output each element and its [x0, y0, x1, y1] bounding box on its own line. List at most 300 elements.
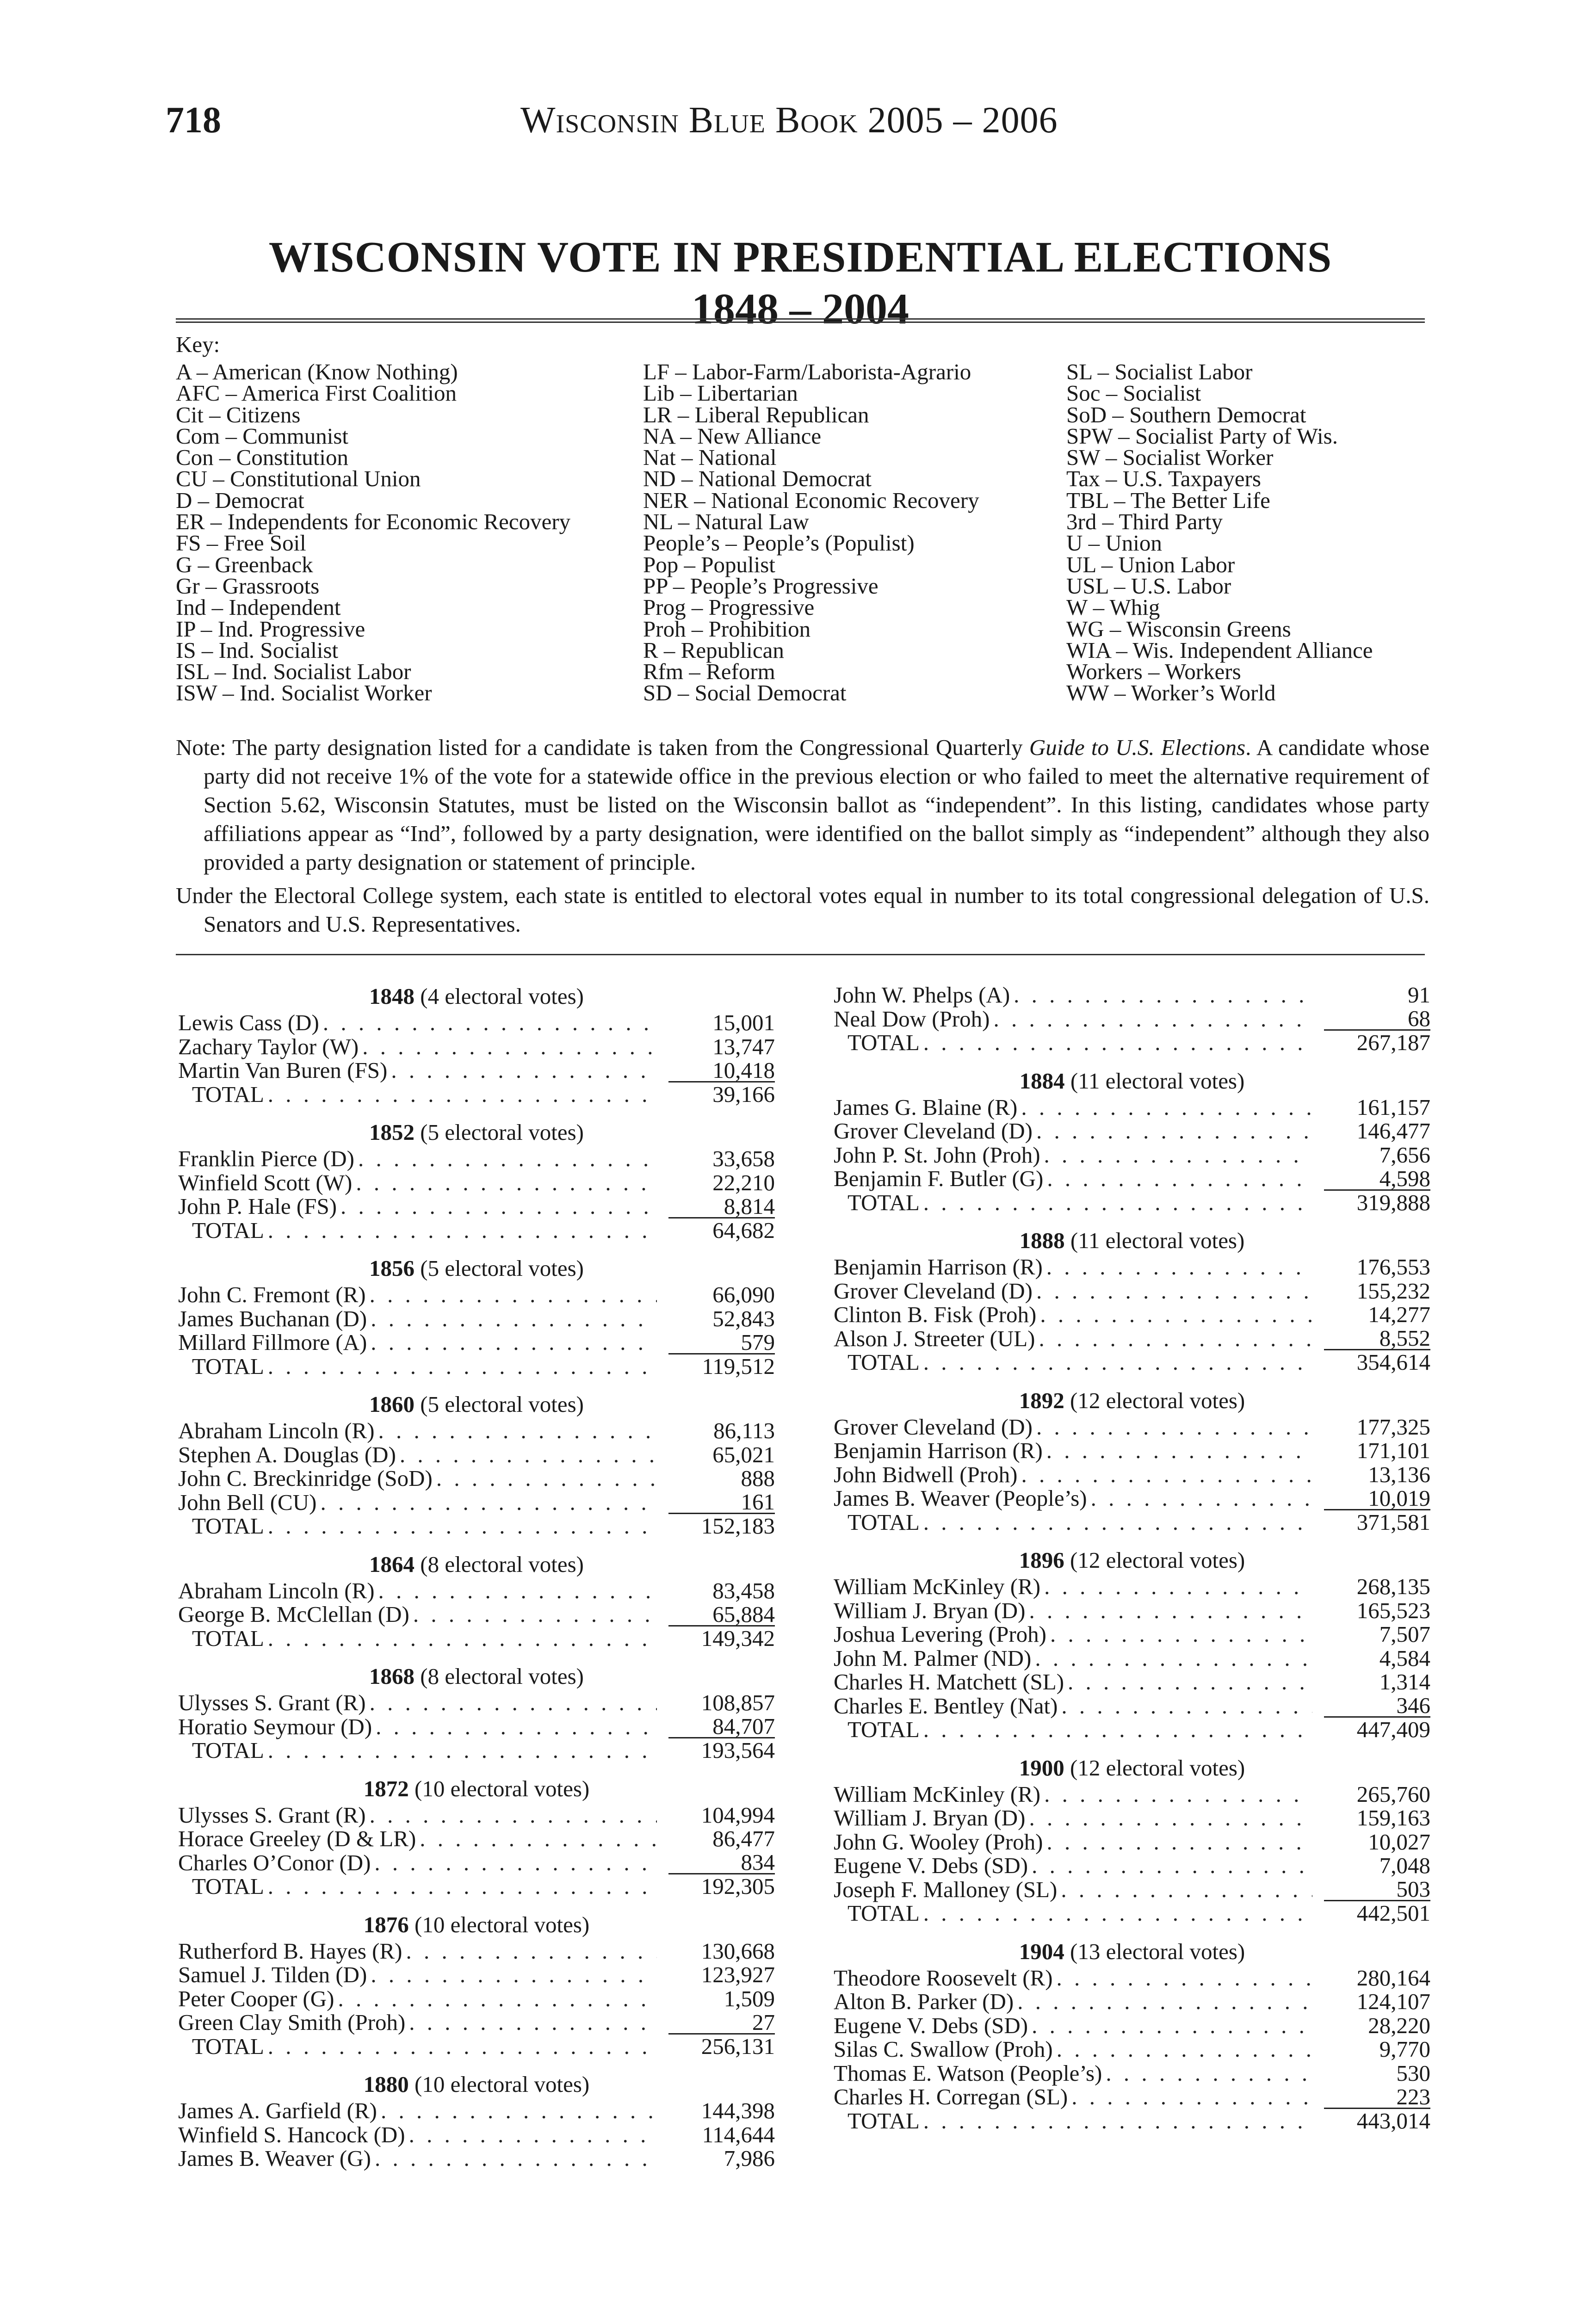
- key-entry: LF – Labor-Farm/Laborista-Agrario: [643, 359, 971, 384]
- candidate-row: [834, 2014, 1430, 2038]
- candidate-row: [178, 1803, 775, 1827]
- election-heading: [178, 2071, 775, 2099]
- total-row: [178, 1627, 775, 1651]
- key-entry: ISL – Ind. Socialist Labor: [176, 659, 411, 685]
- election-year: 1872: [363, 1775, 409, 1801]
- notes-rule: [176, 954, 1425, 955]
- candidate-row: [178, 1194, 775, 1218]
- candidate-row: [834, 1439, 1430, 1463]
- key-entry: NER – National Economic Recovery: [643, 487, 979, 513]
- candidate-votes: 66,090: [712, 1282, 775, 1307]
- total-row: [178, 1354, 775, 1379]
- candidate-row: [178, 1307, 775, 1331]
- dot-leader: [1043, 1830, 1312, 1854]
- title-rule: [176, 318, 1425, 323]
- candidate-row: [834, 1463, 1430, 1487]
- dot-leader: [920, 1350, 1312, 1374]
- key-entry: Lib – Libertarian: [643, 380, 798, 406]
- candidate-row: [178, 1987, 775, 2011]
- election-year: 1848: [369, 983, 415, 1009]
- key-entry: WG – Wisconsin Greens: [1066, 616, 1291, 642]
- dot-leader: [1031, 1646, 1312, 1670]
- election-year: 1876: [363, 1911, 409, 1937]
- candidate-votes: 280,164: [1356, 1965, 1430, 1991]
- candidate-name: Clinton B. Fisk (Proh): [834, 1302, 1037, 1327]
- election-block: [178, 1551, 775, 1651]
- key-entry: Soc – Socialist: [1066, 380, 1201, 406]
- election-block: [178, 1255, 775, 1378]
- candidate-name: Benjamin Harrison (R): [834, 1254, 1043, 1280]
- candidate-name: John Bidwell (Proh): [834, 1461, 1018, 1487]
- key-column: [1066, 361, 1373, 704]
- candidate-name: Neal Dow (Proh): [834, 1006, 990, 1032]
- key-entry: Workers – Workers: [1066, 659, 1241, 685]
- election-block: [178, 1911, 775, 2059]
- election-heading: [178, 1255, 775, 1283]
- total-votes: 447,409: [1356, 1717, 1430, 1742]
- candidate-row: [834, 1966, 1430, 1990]
- total-label: TOTAL: [847, 1509, 920, 1535]
- dot-leader: [371, 1851, 657, 1875]
- candidate-votes: 10,019: [1312, 1486, 1430, 1510]
- election-block: [178, 983, 775, 1106]
- election-heading: [178, 1551, 775, 1579]
- candidate-row: [178, 1602, 775, 1627]
- dot-leader: [366, 1283, 657, 1307]
- total-votes: 443,014: [1356, 2108, 1430, 2134]
- total-votes: 193,564: [701, 1738, 775, 1763]
- candidate-name: Ulysses S. Grant (R): [178, 1802, 366, 1828]
- total-label: TOTAL: [847, 1717, 920, 1742]
- electoral-votes: (12 electoral votes): [1064, 1755, 1245, 1781]
- dot-leader: [416, 1827, 657, 1851]
- note-electoral-college: Under the Electoral College system, each state is entitled to electoral votes equal in number to its total congressional delegation of U.S. Senators and U.S. Representatives.: [176, 883, 1429, 937]
- dot-leader: [264, 1738, 657, 1763]
- dot-leader: [1040, 1782, 1312, 1806]
- candidate-votes: 579: [657, 1330, 775, 1354]
- candidate-votes: 1,509: [724, 1985, 775, 2011]
- dot-leader: [1033, 1415, 1312, 1439]
- total-label: TOTAL: [192, 1353, 264, 1379]
- dot-leader: [402, 1939, 657, 1963]
- election-heading: [834, 1938, 1430, 1966]
- candidate-name: James B. Weaver (G): [178, 2146, 371, 2171]
- election-block: [178, 1391, 775, 1538]
- dot-leader: [359, 1035, 657, 1059]
- electoral-votes: (5 electoral votes): [414, 1255, 584, 1281]
- election-block: [834, 1938, 1430, 2133]
- dot-leader: [371, 2146, 657, 2171]
- candidate-votes: 176,553: [1356, 1254, 1430, 1280]
- candidate-row: [178, 1443, 775, 1467]
- electoral-votes: (10 electoral votes): [408, 2072, 590, 2097]
- election-block: [834, 1068, 1430, 1215]
- candidate-votes: 27: [657, 2010, 775, 2035]
- electoral-votes: (11 electoral votes): [1064, 1228, 1245, 1253]
- dot-leader: [1057, 1878, 1312, 1902]
- election-block: [834, 1227, 1430, 1374]
- key-entry: People’s – People’s (Populist): [643, 530, 915, 556]
- dot-leader: [366, 1803, 657, 1827]
- total-label: TOTAL: [847, 1349, 920, 1375]
- election-heading: [834, 1755, 1430, 1782]
- total-votes: 149,342: [701, 1625, 775, 1651]
- candidate-name: James G. Blaine (R): [834, 1094, 1018, 1120]
- election-heading: [834, 1068, 1430, 1095]
- electoral-votes: (5 electoral votes): [414, 1119, 584, 1145]
- candidate-row: [834, 1007, 1430, 1031]
- candidate-row: [834, 1878, 1430, 1902]
- total-votes: 119,512: [702, 1353, 775, 1379]
- dot-leader: [920, 1718, 1312, 1742]
- candidate-votes: 28,220: [1368, 2012, 1430, 2038]
- electoral-votes: (8 electoral votes): [414, 1551, 584, 1577]
- key-entry: LR – Liberal Republican: [643, 402, 869, 427]
- dot-leader: [1043, 1255, 1312, 1279]
- dot-leader: [1036, 1303, 1312, 1327]
- page-title: WISCONSIN VOTE IN PRESIDENTIAL ELECTIONS: [268, 233, 1332, 281]
- candidate-name: John C. Breckinridge (SoD): [178, 1466, 433, 1491]
- candidate-name: Green Clay Smith (Proh): [178, 2010, 406, 2035]
- dot-leader: [409, 1602, 657, 1627]
- election-year: 1892: [1019, 1387, 1064, 1413]
- dot-leader: [1040, 1575, 1312, 1599]
- candidate-row: [178, 1579, 775, 1603]
- total-votes: 64,682: [712, 1217, 775, 1243]
- candidate-votes: 7,986: [724, 2146, 775, 2171]
- candidate-votes: 834: [657, 1850, 775, 1874]
- key-entry: ISW – Ind. Socialist Worker: [176, 680, 432, 706]
- candidate-name: William McKinley (R): [834, 1781, 1041, 1807]
- election-block: [178, 1663, 775, 1763]
- key-entry: Rfm – Reform: [643, 659, 775, 685]
- key-entry: PP – People’s Progressive: [643, 573, 878, 599]
- key-entry: ER – Independents for Economic Recovery: [176, 509, 571, 535]
- candidate-row: [834, 1303, 1430, 1327]
- key-entry: SW – Socialist Worker: [1066, 445, 1274, 470]
- candidate-row: [834, 1646, 1430, 1670]
- electoral-votes: (11 electoral votes): [1064, 1068, 1245, 1094]
- election-heading: [178, 983, 775, 1011]
- running-title: Wisconsin Blue Book 2005 – 2006: [520, 100, 1058, 141]
- dot-leader: [354, 1147, 657, 1171]
- candidate-name: John P. Hale (FS): [178, 1194, 337, 1219]
- candidate-name: James B. Weaver (People’s): [834, 1485, 1087, 1511]
- total-row: [834, 1718, 1430, 1742]
- candidate-row: [834, 1694, 1430, 1718]
- candidate-row: [834, 1806, 1430, 1830]
- dot-leader: [1087, 1486, 1312, 1510]
- candidate-row: [178, 1171, 775, 1195]
- total-votes: 152,183: [701, 1513, 775, 1539]
- dot-leader: [352, 1171, 657, 1195]
- dot-leader: [372, 1715, 657, 1739]
- candidate-row: [178, 2123, 775, 2147]
- dot-leader: [377, 2099, 657, 2123]
- election-year: 1900: [1019, 1755, 1064, 1781]
- dot-leader: [334, 1987, 657, 2011]
- total-row: [178, 1218, 775, 1243]
- candidate-votes: 530: [1396, 2060, 1430, 2086]
- candidate-row: [178, 1715, 775, 1739]
- election-block: [178, 2071, 775, 2171]
- election-year: 1860: [369, 1392, 415, 1417]
- candidate-votes: 10,027: [1368, 1829, 1430, 1855]
- candidate-votes: 8,552: [1312, 1326, 1430, 1350]
- candidate-votes: 68: [1312, 1007, 1430, 1031]
- key-entry: Pop – Populist: [643, 551, 775, 577]
- candidate-votes: 146,477: [1356, 1118, 1430, 1144]
- election-block: [178, 1119, 775, 1242]
- election-heading: [178, 1911, 775, 1939]
- candidate-name: Horatio Seymour (D): [178, 1713, 372, 1739]
- candidate-name: George B. McClellan (D): [178, 1602, 409, 1627]
- dot-leader: [1010, 983, 1312, 1007]
- key-columns: [176, 361, 1448, 713]
- candidate-name: Lewis Cass (D): [178, 1010, 319, 1035]
- candidate-name: John Bell (CU): [178, 1489, 317, 1515]
- candidate-votes: 155,232: [1356, 1278, 1430, 1304]
- dot-leader: [1025, 1599, 1312, 1623]
- dot-leader: [990, 1007, 1312, 1031]
- key-entry: Ind – Independent: [176, 594, 341, 620]
- total-votes: 39,166: [712, 1081, 775, 1107]
- key-entry: USL – U.S. Labor: [1066, 573, 1231, 599]
- dot-leader: [405, 2010, 657, 2035]
- dot-leader: [1053, 1966, 1312, 1990]
- candidate-name: Benjamin F. Butler (G): [834, 1166, 1044, 1191]
- candidate-row: [178, 1283, 775, 1307]
- candidate-row: [178, 1691, 775, 1715]
- note-party-designation: Note: The party designation listed for a candidate is taken from the Congressional Quarterly Guide to U.S. Elections. A candidate whose party did not receive 1% of the vote for a statewide office in the previous election or who failed to meet the alternative requirement of Section 5.62, Wisconsin Statutes, must be listed on the Wisconsin ballot as “independent”. In this listing, candidates whose party affiliations appear as “Ind”, followed by a party designation, were identified on the ballot simply as “independent” although they also provided a party designation or statement of principle.: [176, 735, 1429, 875]
- dot-leader: [264, 1874, 657, 1899]
- total-row: [834, 1510, 1430, 1534]
- key-entry: W – Whig: [1066, 594, 1160, 620]
- candidate-votes: 84,707: [657, 1714, 775, 1738]
- candidate-votes: 346: [1312, 1694, 1430, 1718]
- key-entry: SD – Social Democrat: [643, 680, 847, 706]
- candidate-votes: 223: [1312, 2085, 1430, 2109]
- dot-leader: [264, 1627, 657, 1651]
- total-votes: 192,305: [701, 1874, 775, 1899]
- candidate-row: [834, 1167, 1430, 1191]
- election-year: 1904: [1019, 1938, 1064, 1964]
- candidate-votes: 91: [1408, 982, 1430, 1008]
- candidate-name: Winfield S. Hancock (D): [178, 2121, 405, 2147]
- total-votes: 371,581: [1356, 1509, 1430, 1535]
- electoral-votes: (13 electoral votes): [1064, 1938, 1245, 1964]
- key-entry: Tax – U.S. Taxpayers: [1066, 466, 1261, 492]
- dot-leader: [920, 1191, 1312, 1215]
- dot-leader: [433, 1466, 657, 1490]
- dot-leader: [264, 1218, 657, 1243]
- key-entry: NL – Natural Law: [643, 509, 809, 535]
- candidate-votes: 159,163: [1356, 1805, 1430, 1831]
- candidate-row: [834, 1575, 1430, 1599]
- candidate-votes: 8,814: [657, 1194, 775, 1218]
- election-year: 1880: [363, 2072, 409, 2097]
- candidate-row: [834, 2037, 1430, 2061]
- dot-leader: [1017, 1095, 1312, 1119]
- candidate-row: [834, 1599, 1430, 1623]
- candidate-row: [178, 1851, 775, 1875]
- election-year: 1852: [369, 1119, 415, 1145]
- key-entry: Cit – Citizens: [176, 402, 301, 427]
- dot-leader: [1035, 1327, 1312, 1351]
- electoral-votes: (8 electoral votes): [414, 1664, 584, 1689]
- notes: [176, 733, 1429, 943]
- candidate-name: Joseph F. Malloney (SL): [834, 1876, 1058, 1902]
- total-votes: 319,888: [1356, 1189, 1430, 1215]
- candidate-row: [178, 1419, 775, 1443]
- key-column: [643, 361, 979, 704]
- candidate-name: Benjamin Harrison (R): [834, 1438, 1043, 1463]
- candidate-name: Silas C. Swallow (Proh): [834, 2036, 1053, 2062]
- candidate-row: [834, 983, 1430, 1007]
- election-heading: [834, 1547, 1430, 1575]
- dot-leader: [264, 1082, 657, 1107]
- candidate-row: [178, 1827, 775, 1851]
- page-title-years: 1848 – 2004: [692, 285, 909, 333]
- total-votes: 442,501: [1356, 1900, 1430, 1926]
- candidate-votes: 86,477: [712, 1826, 775, 1851]
- candidate-name: William McKinley (R): [834, 1574, 1041, 1599]
- dot-leader: [375, 1579, 657, 1603]
- candidate-votes: 22,210: [712, 1169, 775, 1195]
- election-year: 1884: [1019, 1068, 1065, 1094]
- total-row: [834, 1350, 1430, 1374]
- candidate-votes: 1,314: [1379, 1669, 1430, 1695]
- candidate-row: [178, 1939, 775, 1963]
- candidate-votes: 130,668: [701, 1938, 775, 1964]
- candidate-votes: 52,843: [712, 1305, 775, 1331]
- dot-leader: [1064, 1670, 1312, 1694]
- dot-leader: [1043, 1167, 1312, 1191]
- dot-leader: [1025, 1806, 1312, 1830]
- candidate-votes: 13,136: [1368, 1461, 1430, 1487]
- election-heading: [834, 1227, 1430, 1255]
- candidate-votes: 14,277: [1368, 1302, 1430, 1327]
- candidate-row: [834, 1415, 1430, 1439]
- dot-leader: [920, 1901, 1312, 1925]
- dot-leader: [396, 1443, 657, 1467]
- key-entry: Prog – Progressive: [643, 594, 815, 620]
- candidate-row: [834, 1830, 1430, 1854]
- candidate-name: Charles H. Matchett (SL): [834, 1669, 1064, 1695]
- candidate-votes: 177,325: [1356, 1414, 1430, 1440]
- election-block: [834, 983, 1430, 1055]
- key-entry: ND – National Democrat: [643, 466, 872, 492]
- dot-leader: [264, 1354, 657, 1379]
- key-entry: IP – Ind. Progressive: [176, 616, 365, 642]
- candidate-votes: 7,048: [1379, 1853, 1430, 1878]
- candidate-name: John C. Fremont (R): [178, 1282, 366, 1307]
- dot-leader: [1102, 2061, 1312, 2085]
- dot-leader: [1046, 1622, 1312, 1646]
- key-entry: WW – Worker’s World: [1066, 680, 1276, 706]
- candidate-row: [834, 1279, 1430, 1303]
- candidate-name: Abraham Lincoln (R): [178, 1577, 375, 1603]
- dot-leader: [920, 1031, 1312, 1055]
- candidate-votes: 7,656: [1379, 1142, 1430, 1168]
- page-header: [0, 95, 1596, 146]
- total-row: [834, 1031, 1430, 1055]
- dot-leader: [367, 1963, 657, 1987]
- candidate-votes: 144,398: [701, 2098, 775, 2123]
- dot-leader: [1014, 1990, 1312, 2014]
- dot-leader: [337, 1194, 657, 1218]
- total-row: [178, 1514, 775, 1538]
- candidate-row: [178, 2099, 775, 2123]
- candidate-name: Martin Van Buren (FS): [178, 1058, 388, 1083]
- key-entry: Com – Communist: [176, 423, 349, 449]
- dot-leader: [1053, 2037, 1312, 2061]
- dot-leader: [367, 1307, 657, 1331]
- candidate-name: Grover Cleveland (D): [834, 1118, 1033, 1144]
- candidate-votes: 15,001: [712, 1010, 775, 1035]
- key-entry: SoD – Southern Democrat: [1066, 402, 1306, 427]
- dot-leader: [264, 2035, 657, 2059]
- candidate-votes: 86,113: [713, 1418, 775, 1443]
- candidate-votes: 65,884: [657, 1602, 775, 1627]
- key-entry: IS – Ind. Socialist: [176, 637, 339, 663]
- candidate-row: [834, 1854, 1430, 1878]
- election-year: 1856: [369, 1255, 415, 1281]
- candidate-name: Ulysses S. Grant (R): [178, 1690, 366, 1715]
- key-entry: U – Union: [1066, 530, 1162, 556]
- dot-leader: [264, 1514, 657, 1538]
- candidate-name: John M. Palmer (ND): [834, 1645, 1032, 1671]
- total-label: TOTAL: [847, 1030, 920, 1055]
- total-row: [178, 2035, 775, 2059]
- candidate-name: Grover Cleveland (D): [834, 1278, 1033, 1304]
- election-block: [178, 1775, 775, 1899]
- key-entry: 3rd – Third Party: [1066, 509, 1223, 535]
- election-year: 1896: [1019, 1547, 1064, 1573]
- party-key: [176, 331, 1448, 713]
- total-label: TOTAL: [847, 1900, 920, 1926]
- key-entry: TBL – The Better Life: [1066, 487, 1270, 513]
- candidate-row: [178, 1330, 775, 1354]
- candidate-votes: 123,927: [701, 1962, 775, 1987]
- candidate-row: [834, 1990, 1430, 2014]
- candidate-name: Thomas E. Watson (People’s): [834, 2060, 1102, 2086]
- candidate-name: Rutherford B. Hayes (R): [178, 1938, 402, 1964]
- total-row: [178, 1082, 775, 1107]
- election-year: 1868: [369, 1664, 415, 1689]
- results-column-right: [834, 983, 1430, 2146]
- candidate-votes: 108,857: [701, 1690, 775, 1715]
- dot-leader: [1068, 2085, 1312, 2109]
- candidate-votes: 161,157: [1356, 1094, 1430, 1120]
- candidate-row: [178, 1011, 775, 1035]
- key-entry: WIA – Wis. Independent Alliance: [1066, 637, 1373, 663]
- candidate-row: [178, 2146, 775, 2171]
- candidate-votes: 114,644: [702, 2121, 775, 2147]
- candidate-row: [834, 1143, 1430, 1167]
- dot-leader: [1017, 1463, 1312, 1487]
- candidate-row: [834, 1255, 1430, 1279]
- candidate-name: Stephen A. Douglas (D): [178, 1441, 396, 1467]
- key-entry: SPW – Socialist Party of Wis.: [1066, 423, 1338, 449]
- key-entry: Con – Constitution: [176, 445, 349, 470]
- candidate-row: [178, 2010, 775, 2035]
- candidate-row: [834, 1622, 1430, 1646]
- key-entry: CU – Constitutional Union: [176, 466, 421, 492]
- candidate-row: [834, 1119, 1430, 1143]
- candidate-name: Samuel J. Tilden (D): [178, 1962, 367, 1987]
- key-entry: A – American (Know Nothing): [176, 359, 458, 384]
